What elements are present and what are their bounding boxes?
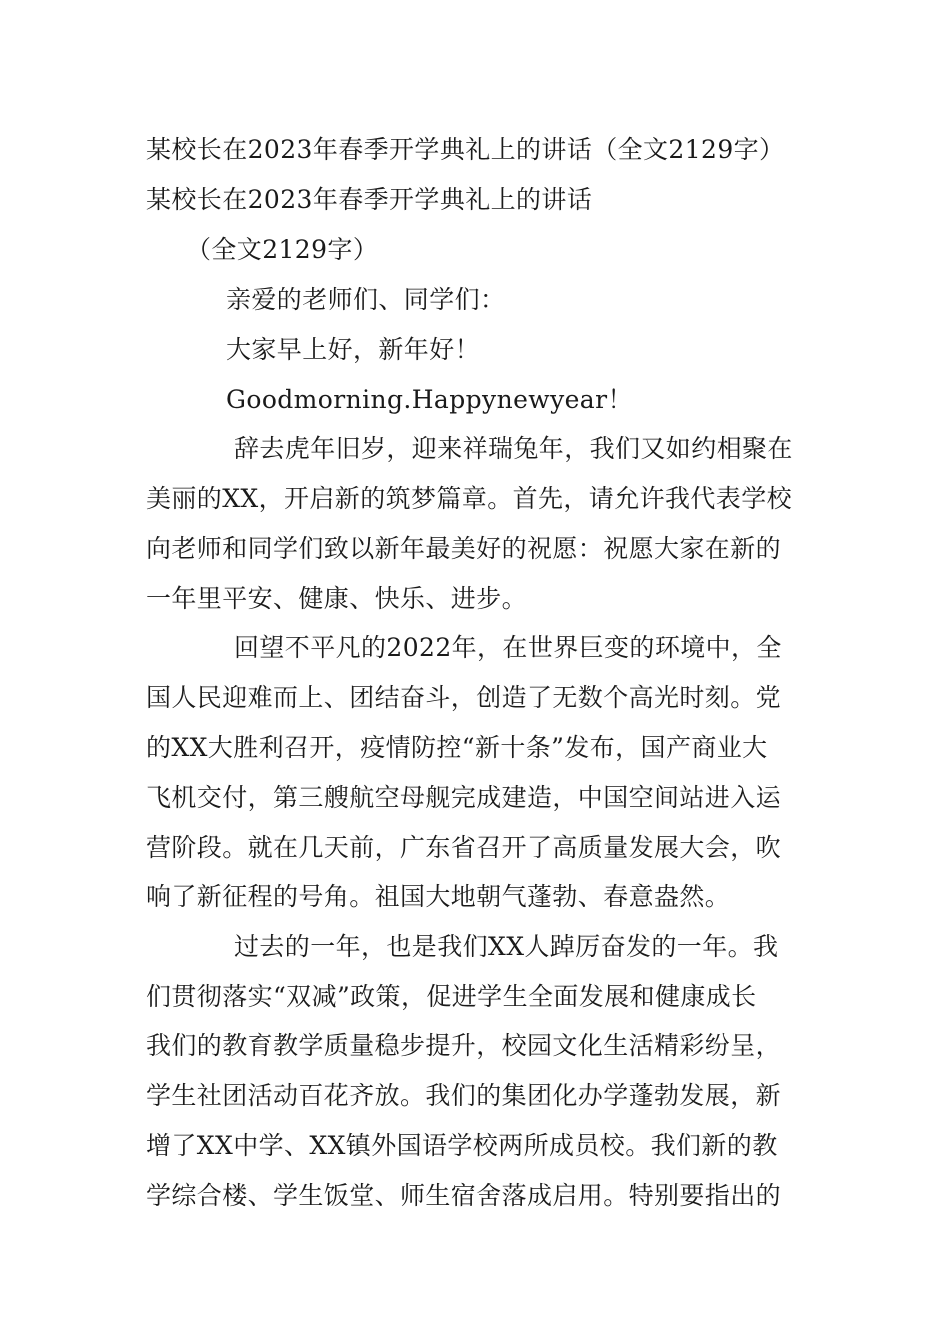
salutation: 亲爱的老师们、同学们： xyxy=(226,285,506,314)
paragraph-3-line: 学生社团活动百花齐放。我们的集团化办学蓬勃发展，新 xyxy=(146,1081,782,1110)
paragraph-3-line: 增了XX中学、XX镇外国语学校两所成员校。我们新的教 xyxy=(146,1131,778,1160)
paragraph-3-line: 过去的一年，也是我们XX人踔厉奋发的一年。我 xyxy=(234,932,779,961)
paragraph-1-line: 向老师和同学们致以新年最美好的祝愿：祝愿大家在新的 xyxy=(146,534,782,563)
paragraph-2-line: 的XX大胜利召开，疫情防控“新十条”发布，国产商业大 xyxy=(146,733,768,762)
paragraph-2-line: 营阶段。就在几天前，广东省召开了高质量发展大会，吹 xyxy=(146,833,782,862)
word-count: （全文2129字） xyxy=(186,235,379,264)
paragraph-1-line: 辞去虎年旧岁，迎来祥瑞兔年，我们又如约相聚在 xyxy=(234,434,793,463)
paragraph-3-line: 们贯彻落实“双减”政策，促进学生全面发展和健康成长 xyxy=(146,982,757,1011)
greeting-cn: 大家早上好，新年好！ xyxy=(226,335,481,364)
paragraph-2-line: 响了新征程的号角。祖国大地朝气蓬勃、春意盎然。 xyxy=(146,882,731,911)
greeting-en: Goodmorning.Happynewyear！ xyxy=(226,385,633,414)
paragraph-1-line: 一年里平安、健康、快乐、进步。 xyxy=(146,584,528,613)
paragraph-2-line: 飞机交付，第三艘航空母舰完成建造，中国空间站进入运 xyxy=(146,783,782,812)
paragraph-3-line: 我们的教育教学质量稳步提升，校园文化生活精彩纷呈， xyxy=(146,1031,782,1060)
paragraph-1-line: 美丽的XX，开启新的筑梦篇章。首先，请允许我代表学校 xyxy=(146,484,792,513)
document-title-line: 某校长在2023年春季开学典礼上的讲话（全文2129字） xyxy=(146,135,785,164)
document-subtitle: 某校长在2023年春季开学典礼上的讲话 xyxy=(146,185,593,214)
paragraph-2-line: 国人民迎难而上、团结奋斗，创造了无数个高光时刻。党 xyxy=(146,683,782,712)
paragraph-3-line: 学综合楼、学生饭堂、师生宿舍落成启用。特别要指出的 xyxy=(146,1181,782,1210)
paragraph-2-line: 回望不平凡的2022年，在世界巨变的环境中，全 xyxy=(234,633,782,662)
